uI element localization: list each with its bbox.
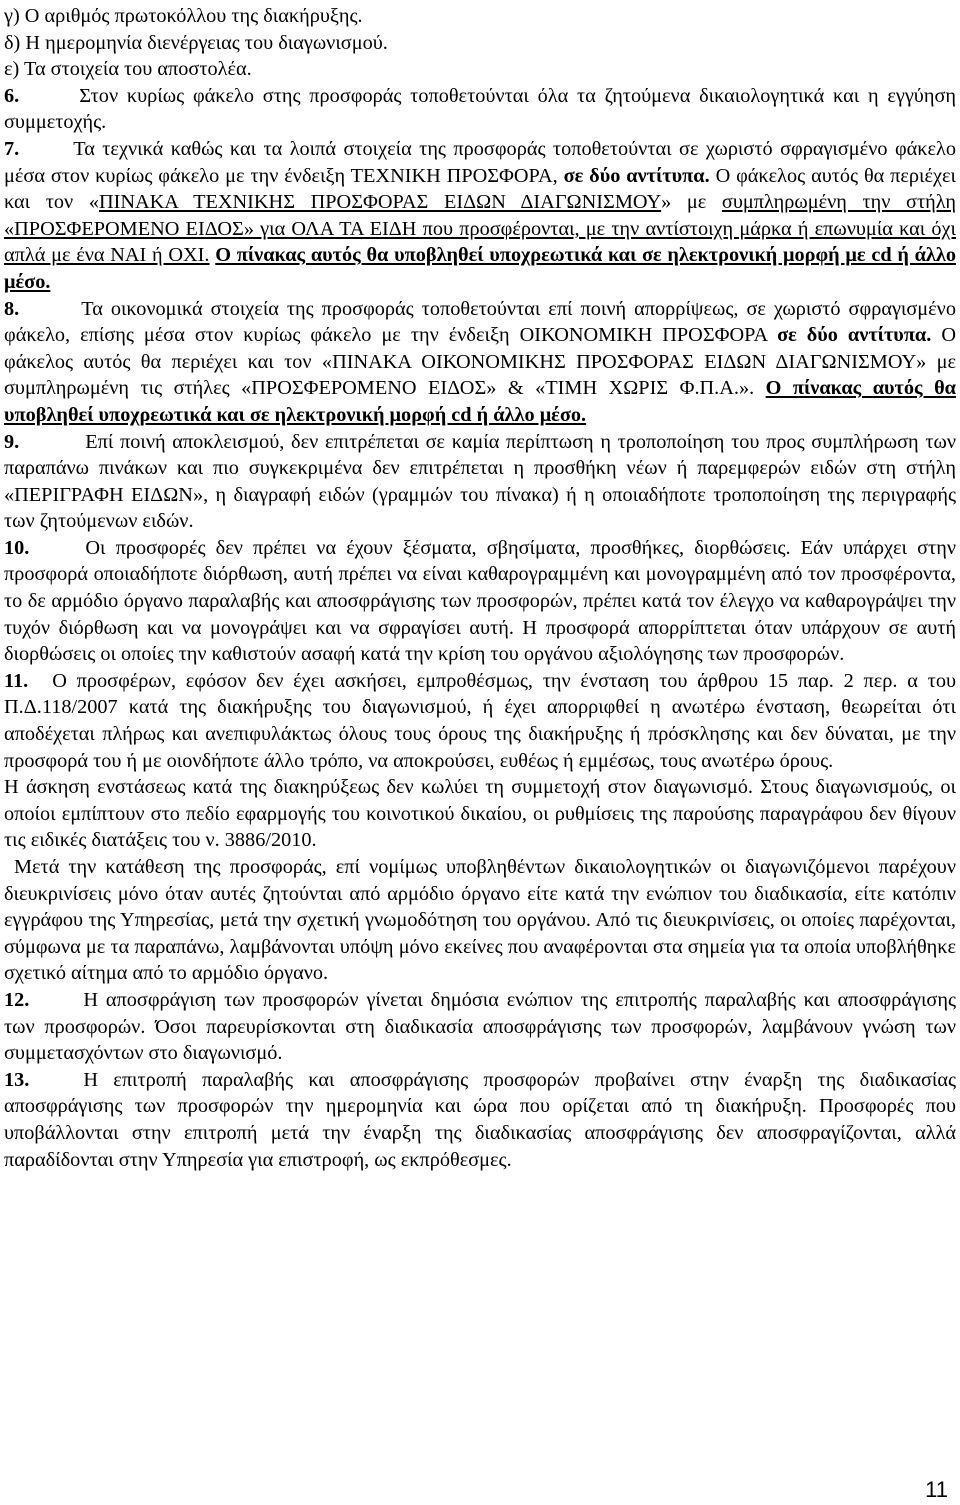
line-e: ε) Τα στοιχεία του αποστολέα. (4, 58, 252, 81)
item-10 (4, 535, 956, 668)
item-6-number: 6. (4, 84, 20, 107)
item-7-bold: σε δύο αντίτυπα. (563, 164, 710, 187)
item-7-text3: » με (661, 191, 722, 214)
item-9-text: Επί ποινή αποκλεισμού, δεν επιτρέπεται σε καμία περίπτωση η τροποποίηση του προς συμπλήρωση των παραπάνω πινάκων και πιο συγκεκριμένα δεν επιτρέπεται η προσθήκη νέων ή παρεμφερών ειδών στη στήλη «ΠΕΡΙΓΡΑΦΗ ΕΙΔΩΝ», η διαγραφή ειδών (γραμμών του πίνακα) ή η οποιαδήποτε τροποποίηση της περιγραφής των ζητούμενων ειδών. (4, 430, 956, 533)
item-9-number: 9. (4, 430, 20, 453)
item-10-number: 10. (4, 536, 30, 559)
item-7-text2: Ο φάκελος αυτός θα περιέχει και τον « (4, 164, 957, 214)
item-7 (4, 136, 956, 296)
item-11 (4, 668, 956, 774)
document-page (4, 3, 956, 1173)
item-7-number: 7. (4, 137, 20, 160)
item-6 (4, 83, 956, 136)
item-13 (4, 1067, 956, 1173)
item-8-number: 8. (4, 297, 20, 320)
item-11-paragraph-2: Η άσκηση ενστάσεως κατά της διακηρύξεως δεν κωλύει τη συμμετοχή στον διαγωνισμό. Στους διαγωνισμούς, οι οποίοι εμπίπτουν στο πεδίο εφαρμογής του κοινοτικού δικαίου, οι ρυθμίσεις της παρούσης παραγράφου δεν θίγουν τις ειδικές διατάξεις του ν. 3886/2010. (4, 776, 956, 852)
item-7-underline2: συμπληρωμένη την στήλη «ΠΡΟΣΦΕΡΟΜΕΝΟ ΕΙΔΟΣ» για ΟΛΑ ΤΑ ΕΙΔΗ που προσφέρονται, με την αντίστοιχη μάρκα ή επωνυμία και όχι απλά με ένα ΝΑΙ ή ΟΧΙ. (4, 191, 956, 267)
item-11-paragraph-3: Μετά την κατάθεση της προσφοράς, επί νομίμως υποβληθέντων δικαιολογητικών οι διαγωνιζόμενοι παρέχουν διευκρινίσεις μόνο όταν αυτές ζητούνται από αρμόδιο όργανο είτε κατά την ενώπιον του διαδικασία, είτε κατόπιν εγγράφου της Υπηρεσίας, μετά την σχετική γνωμοδότηση του οργάνου. Από τις διευκρινίσεις, οι οποίες παρέχονται, σύμφωνα με τα παραπάνω, λαμβάνονται υπόψη μόνο εκείνες που αναφέρονται στα σημεία για τα οποία υποβλήθηκε σχετικό αίτημα από το αρμόδιο όργανο. (4, 856, 956, 985)
item-8 (4, 296, 956, 429)
item-9 (4, 429, 956, 535)
page-number: 11 (925, 1477, 948, 1502)
item-8-text2: Ο φάκελος αυτός θα περιέχει και τον «ΠΙΝΑΚΑ ΟΙΚΟΝΟΜΙΚΗΣ ΠΡΟΣΦΟΡΑΣ ΕΙΔΩΝ ΔΙΑΓΩΝΙΣΜΟΥ» με συμπληρωμένη τις στήλες «ΠΡΟΣΦΕΡΟΜΕΝΟ ΕΙΔΟΣ» & «ΤΙΜΗ ΧΩΡΙΣ Φ.Π.Α.». (4, 324, 956, 400)
item-7-underline1: ΠΙΝΑΚΑ ΤΕΧΝΙΚΗΣ ΠΡΟΣΦΟΡΑΣ ΕΙΔΩΝ ΔΙΑΓΩΝΙΣΜΟΥ (98, 191, 662, 214)
item-11-number: 11. (4, 669, 29, 692)
item-13-text: Η επιτροπή παραλαβής και αποσφράγισης προσφορών προβαίνει στην έναρξη της διαδικασίας αποσφράγισης των προσφορών την ημερομηνία και ώρα που ορίζεται από τη διακήρυξη. Προσφορές που υποβάλλονται στην επιτροπή μετά την έναρξη της διαδικασίας αποσφράγισης δεν αποσφραγίζονται, αλλά παραδίδονται στην Υπηρεσία για επιστροφή, ως εκπρόθεσμες. (4, 1068, 956, 1171)
line-g: γ) Ο αριθμός πρωτοκόλλου της διακήρυξης. (4, 5, 363, 27)
item-7-text1: Τα τεχνικά καθώς και τα λοιπά στοιχεία της προσφοράς τοποθετούνται σε χωριστό σφραγισμένο φάκελο μέσα στον κυρίως φάκελο με την ένδειξη ΤΕΧΝΙΚΗ ΠΡΟΣΦΟΡΑ, (4, 137, 956, 187)
item-8-bold-underline: Ο πίνακας αυτός θα υποβληθεί υποχρεωτικά και σε ηλεκτρονική μορφή cd ή άλλο μέσο. (4, 377, 956, 426)
item-10-text: Οι προσφορές δεν πρέπει να έχουν ξέσματα, σβησίματα, προσθήκες, διορθώσεις. Εάν υπάρχει στην προσφορά οποιαδήποτε διόρθωση, αυτή πρέπει να είναι καθαρογραμμένη και μονογραμμένη από τον προσφέροντα, το δε αρμόδιο όργανο παραλαβής και αποσφράγισης των προσφορών, πρέπει κατά τον έλεγχο να καθαρογράψει την τυχόν διόρθωση και να μονογράψει και να σφραγίσει αυτή. Η προσφορά απορρίπτεται όταν υπάρχουν σε αυτή διορθώσεις οι οποίες την καθιστούν ασαφή κατά την κρίση του οργάνου αξιολόγησης των προσφορών. (4, 536, 956, 666)
item-8-bold: σε δύο αντίτυπα. (777, 324, 932, 347)
item-12 (4, 987, 956, 1067)
item-12-number: 12. (4, 988, 30, 1011)
item-13-number: 13. (4, 1068, 30, 1091)
item-11-text: Ο προσφέρων, εφόσον δεν έχει ασκήσει, εμπροθέσμως, την ένσταση του άρθρου 15 παρ. 2 περ. α του Π.Δ.118/2007 κατά της διακήρυξης του διαγωνισμού, ή έχει απορριφθεί η ανωτέρω ένσταση, θεωρείται ότι αποδέχεται πλήρως και ανεπιφυλάκτως όλους τους όρους της διακήρυξης ή πρόσκλησης και δεν δύναται, με την προσφορά του ή με οιονδήποτε άλλο τρόπο, να αποκρούσει, ευθέως ή εμμέσως, τους ανωτέρω όρους. (4, 669, 956, 772)
item-7-bold-underline: Ο πίνακας αυτός θα υποβληθεί υποχρεωτικά και σε ηλεκτρονική μορφή με cd ή άλλο μέσο. (4, 244, 956, 293)
line-d: δ) Η ημερομηνία διενέργειας του διαγωνισμού. (4, 31, 388, 54)
item-6-text: Στον κυρίως φάκελο στης προσφοράς τοποθετούνται όλα τα ζητούμενα δικαιολογητικά και η εγγύηση συμμετοχής. (4, 84, 956, 134)
item-8-text1: Τα οικονομικά στοιχεία της προσφοράς τοποθετούνται επί ποινή απορρίψεως, σε χωριστό σφραγισμένο φάκελο, επίσης μέσα στον κυρίως φάκελο με την ένδειξη ΟΙΚΟΝΟΜΙΚΗ ΠΡΟΣΦΟΡΑ (4, 297, 956, 347)
item-12-text: Η αποσφράγιση των προσφορών γίνεται δημόσια ενώπιον της επιτροπής παραλαβής και αποσφράγισης των προσφορών. Όσοι παρευρίσκονται στη διαδικασία αποσφράγισης των προσφορών, λαμβάνουν γνώση των συμμετασχόντων στο διαγωνισμό. (4, 988, 956, 1065)
